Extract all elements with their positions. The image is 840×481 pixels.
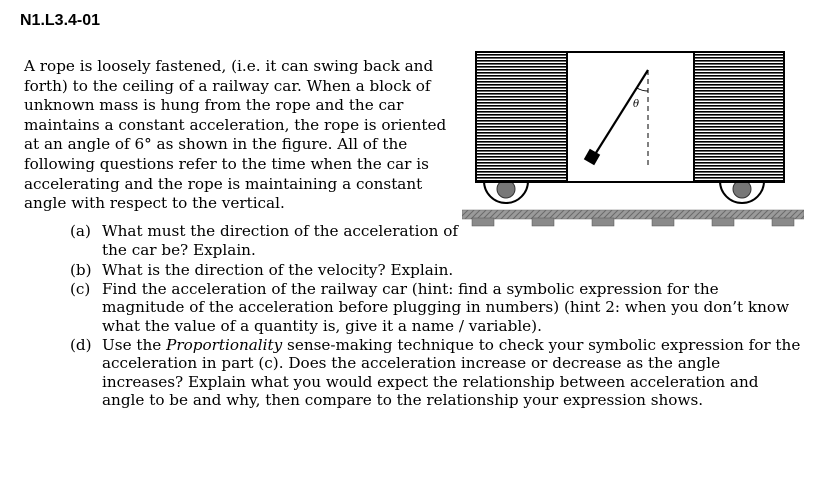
- left-wheel: [484, 180, 528, 203]
- angle-label: θ: [633, 99, 640, 110]
- technique-name: Proportionality: [166, 335, 283, 354]
- question-a: [70, 222, 805, 259]
- question-text: Find the acceleration of the railway car (hint: find a symbolic expression for the magnitude of the acceleration before plugging in numbers) (hint 2: when you don’t know what the value of a quantity is, give it a name / variable).: [102, 279, 790, 335]
- question-list: [70, 222, 805, 410]
- question-label: (a): [70, 222, 91, 240]
- right-wheel: [720, 180, 764, 203]
- problem-intro: A rope is loosely fastened, (i.e. it can swing back and forth) to the ceiling of a railway car. When a block of unknown mass is hung from the rope and the car maintains a constant acceleration, the rope is oriented at an angle of 6° as shown in the figure. All of the following questions refer to the time when the car is accelerating and the rope is maintaining a constant angle with respect to the vertical.: [24, 57, 447, 213]
- question-text: What is the direction of the velocity? Explain.: [102, 261, 454, 280]
- question-label: (d): [70, 335, 92, 354]
- car-body: [476, 52, 784, 182]
- railway-car-diagram: [462, 48, 804, 238]
- question-c: [70, 280, 805, 336]
- problem-id: N1.L3.4-01: [20, 12, 101, 29]
- question-text: Use the Proportionality sense-making technique to check your symbolic expression for the acceleration in part (c). Does the acceleration increase or decrease as the angle increases? Explain what you would expect the relationship between acceleration and angle to be and why, then compare to the relationship your expression shows.: [102, 335, 801, 410]
- question-b: [70, 261, 805, 280]
- question-text: What must the direction of the acceleration of the car be? Explain.: [102, 222, 459, 259]
- question-label: (b): [70, 261, 92, 280]
- question-d: [70, 336, 805, 410]
- question-label: (c): [70, 279, 91, 298]
- railway-car-figure: [462, 48, 804, 238]
